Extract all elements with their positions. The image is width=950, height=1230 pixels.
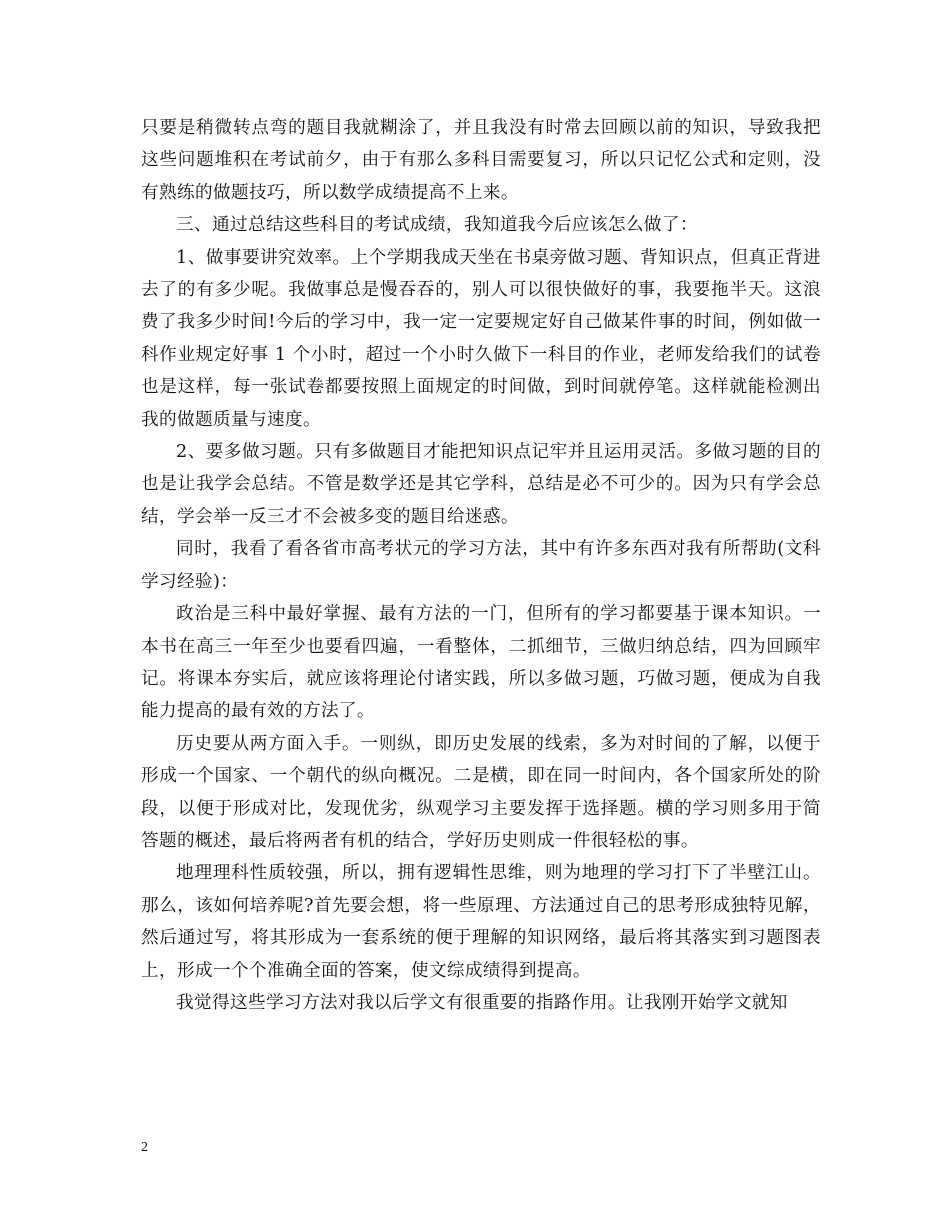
paragraph-section-three-heading: 三、通过总结这些科目的考试成绩，我知道我今后应该怎么做了：	[176, 215, 698, 236]
paragraph-politics: 政治是三科中最好掌握、最有方法的一门，但所有的学习都要基于课本知识。一本书在高三一年至少也要看四遍，一看整体，二抓细节，三做归纳总结，四为回顾牢记。将课本夯实后，就应该将理论付诸实践，所以多做习题，巧做习题，便成为自我能力提高的最有效的方法了。	[141, 604, 821, 722]
paragraph-conclusion: 我觉得这些学习方法对我以后学文有很重要的指路作用。让我刚开始学文就知	[176, 992, 788, 1013]
paragraph-math-reflection: 只要是稍微转点弯的题目我就糊涂了，并且我没有时常去回顾以前的知识，导致我把这些问题堆积在考试前夕，由于有那么多科目需要复习，所以只记忆公式和定则，没有熟练的做题技巧，所以数学成绩提高不上来。	[141, 118, 821, 203]
page-number: 2	[141, 1140, 148, 1155]
paragraph-practice: 2、要多做习题。只有多做题目才能把知识点记牢并且运用灵活。多做习题的目的也是让我学会总结。不管是数学还是其它学科，总结是必不可少的。因为只有学会总结，学会举一反三才不会被多变的题目给迷惑。	[141, 442, 821, 527]
paragraph-geography: 地理理科性质较强，所以，拥有逻辑性思维，则为地理的学习打下了半壁江山。那么，该如何培养呢?首先要会想，将一些原理、方法通过自己的思考形成独特见解，然后通过写，将其形成为一套系统的便于理解的知识网络，最后将其落实到习题图表上，形成一个个准确全面的答案，使文综成绩得到提高。	[141, 863, 821, 981]
document-body	[141, 112, 821, 1019]
paragraph-top-scorers: 同时，我看了看各省市高考状元的学习方法，其中有许多东西对我有所帮助(文科学习经验)：	[141, 539, 821, 592]
paragraph-efficiency: 1、做事要讲究效率。上个学期我成天坐在书桌旁做习题、背知识点，但真正背进去了的有多少呢。我做事总是慢吞吞的，别人可以很快做好的事，我要拖半天。这浪费了我多少时间!今后的学习中，我一定一定要规定好自己做某件事的时间，例如做一科作业规定好事 1 个小时，超过一个小时久做下一科目的作业，老师发给我们的试卷也是这样，每一张试卷都要按照上面规定的时间做，到时间就停笔。这样就能检测出我的做题质量与速度。	[141, 247, 821, 430]
paragraph-history: 历史要从两方面入手。一则纵，即历史发展的线索，多为对时间的了解，以便于形成一个国家、一个朝代的纵向概况。二是横，即在同一时间内，各个国家所处的阶段，以便于形成对比，发现优劣，纵观学习主要发挥于选择题。横的学习则多用于简答题的概述，最后将两者有机的结合，学好历史则成一件很轻松的事。	[141, 733, 821, 851]
